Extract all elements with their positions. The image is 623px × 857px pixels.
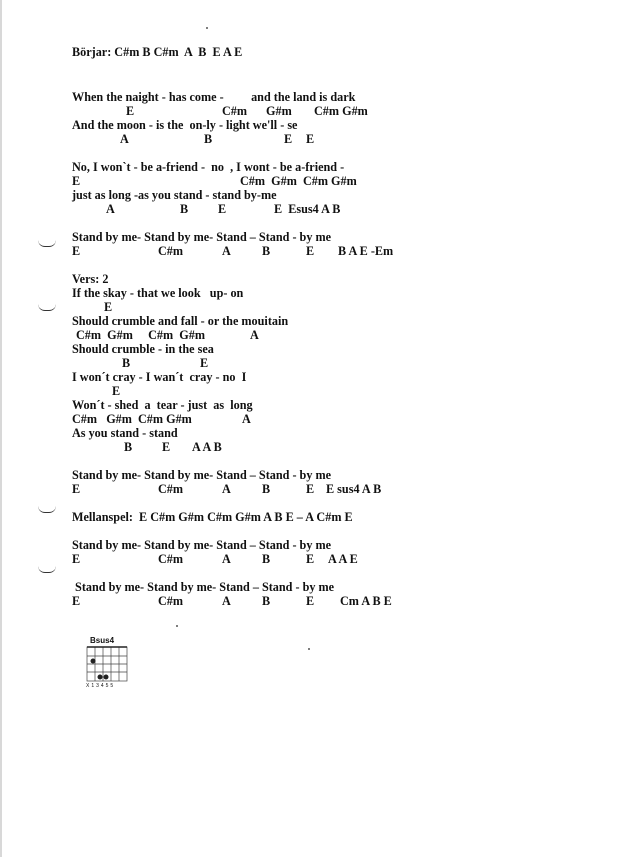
chord: A (250, 328, 259, 342)
intro-line: Börjar: C#m B C#m A B E A E (72, 45, 243, 59)
chord-diagram-title: Bsus4 (90, 636, 115, 645)
chord: C#m (158, 594, 184, 608)
chord: B (262, 482, 271, 496)
chord: B A E -Em (338, 244, 394, 258)
chord: E (72, 174, 81, 188)
chord: C#m (158, 482, 184, 496)
chord: E (306, 552, 315, 566)
chord: Cm A B E (340, 594, 392, 608)
verse1-lyric-2: And the moon - is the on-ly - light we'll - se (72, 118, 298, 132)
chord: E (306, 132, 315, 146)
finger-dot (91, 659, 96, 664)
chorus2-lyric: Stand by me- Stand by me- Stand – Stand - by me (72, 468, 332, 482)
margin-mark (38, 566, 56, 573)
chord: B (262, 594, 271, 608)
chord: E (284, 132, 293, 146)
chord: A (106, 202, 115, 216)
chord: E (126, 104, 135, 118)
margin-mark (38, 240, 56, 247)
chord: B (204, 132, 213, 146)
chord: G#m (266, 104, 292, 118)
chord: E (72, 244, 81, 258)
chord: E (306, 594, 315, 608)
chord: B (124, 440, 133, 454)
speck (308, 648, 310, 650)
chord: C#m G#m C#m G#m (76, 328, 205, 342)
verse1-lyric-3: No, I won`t - be a-friend - no , I wont - be a-friend - (72, 160, 345, 174)
chord: C#m (158, 244, 184, 258)
chord: E (218, 202, 227, 216)
chord: A (222, 594, 231, 608)
chord: E (72, 594, 81, 608)
verse2-lyric-4: I won´t cray - I wan´t cray - no I (72, 370, 247, 384)
chord: E (306, 244, 315, 258)
speck (206, 27, 208, 29)
chord: A (222, 552, 231, 566)
fret-numbers: X 1 3 4 5 5 (86, 683, 114, 689)
interlude-line: Mellanspel: E C#m G#m C#m G#m A B E – A C#m E (72, 510, 353, 524)
chorus3-lyric: Stand by me- Stand by me- Stand – Stand - by me (72, 538, 332, 552)
chord: A A B (192, 440, 222, 454)
chord: A A E (328, 552, 358, 566)
chord: B (262, 244, 271, 258)
chorus1-lyric: Stand by me- Stand by me- Stand – Stand - by me (72, 230, 332, 244)
scan-edge (0, 0, 2, 857)
finger-dot (98, 675, 103, 680)
verse2-lyric-7: As you stand - stand (72, 426, 178, 440)
verse2-lyric-1: If the skay - that we look up- on (72, 286, 244, 300)
chord: C#m (222, 104, 248, 118)
verse1-lyric-4: just as long -as you stand - stand by-me (72, 188, 277, 202)
chord: B (180, 202, 189, 216)
margin-mark (38, 506, 56, 513)
chord: E (200, 356, 209, 370)
verse2-lyric-5: Won´t - shed a tear - just as long (72, 398, 253, 412)
chord: E Esus4 A B (274, 202, 341, 216)
chorus4-lyric: Stand by me- Stand by me- Stand – Stand - by me (72, 580, 335, 594)
chord: E (72, 552, 81, 566)
verse2-label: Vers: 2 (72, 272, 109, 286)
chord: B (262, 552, 271, 566)
chord: C#m (158, 552, 184, 566)
chord: E (112, 384, 121, 398)
chord: B (122, 356, 131, 370)
chord: E (104, 300, 113, 314)
verse1-lyric-1: When the naight - has come - and the land is dark (72, 90, 356, 104)
verse2-chords-6: C#m G#m C#m G#m (72, 412, 192, 426)
chord: A (242, 412, 251, 426)
chord: E sus4 A B (326, 482, 382, 496)
chord: C#m G#m (314, 104, 368, 118)
verse2-lyric-2: Should crumble and fall - or the mouitain (72, 314, 289, 328)
chord: A (222, 482, 231, 496)
chord: E (162, 440, 171, 454)
margin-mark (38, 304, 56, 311)
chord: C#m G#m C#m G#m (240, 174, 357, 188)
verse2-lyric-3: Should crumble - in the sea (72, 342, 214, 356)
chord: E (306, 482, 315, 496)
speck (176, 625, 178, 627)
chord: A (120, 132, 129, 146)
chord: E (72, 482, 81, 496)
finger-dot (104, 675, 109, 680)
chord: A (222, 244, 231, 258)
